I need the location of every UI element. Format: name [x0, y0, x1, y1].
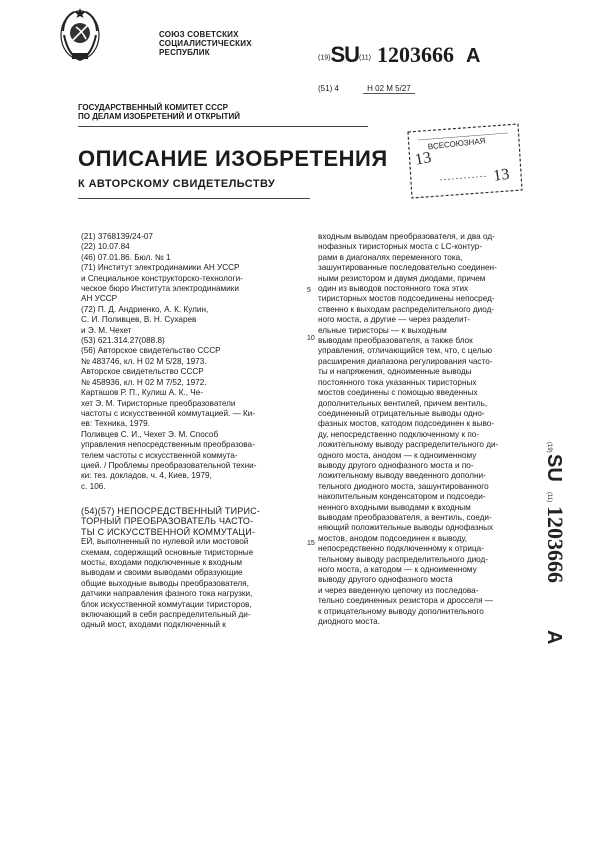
abstract-title-line: (54)(57) НЕПОСРЕДСТВЕННЫЙ ТИРИС-: [81, 506, 261, 516]
abstract-line: датчики направления фазного тока нагрузки,: [81, 589, 253, 599]
side-patent-number: [538, 440, 578, 660]
abstract-line: ственно к выходам распределительного диод-: [318, 304, 495, 314]
abstract-line: тельного диодного моста, зашунтированного: [318, 481, 489, 491]
abstract-line: выводам и своими выводами образующие: [81, 568, 243, 578]
abstract-line: зашунтированные последовательно соединен-: [318, 263, 497, 273]
line-number: 15: [307, 540, 315, 547]
biblio-line: и Специальное конструкторско-технологи-: [81, 273, 243, 283]
abstract-title-line: ТОРНЫЙ ПРЕОБРАЗОВАТЕЛЬ ЧАСТО-: [81, 516, 254, 527]
abstract-line: дополнительных вентилей, причем вентиль,: [318, 398, 488, 408]
abstract-left-column: [81, 506, 313, 631]
stamp-number-1: 13: [413, 149, 433, 169]
biblio-line: ческое бюро Института электродинамики: [81, 284, 239, 294]
abstract-line: входным выводам преобразователя, и два од-: [318, 232, 495, 241]
committee-line-2: ПО ДЕЛАМ ИЗОБРЕТЕНИЙ И ОТКРЫТИЙ: [78, 112, 241, 121]
abstract-line: ными резистором и двумя диодами, причем: [318, 273, 486, 283]
divider: [78, 198, 310, 199]
biblio-line: (46) 07.01.86. Бюл. № 1: [81, 252, 171, 262]
ussr-emblem-icon: [58, 5, 102, 65]
biblio-line: № 458936, кл. Н 02 М 7/52, 1972.: [81, 377, 207, 387]
ipc-block: [318, 84, 415, 94]
abstract-line: нофазных тиристорных моста с LC-контур-: [318, 242, 483, 252]
biblio-line: АН УССР: [81, 294, 118, 304]
abstract-line: ненного входными выводами к входным: [318, 502, 471, 512]
biblio-line: управления непосредственным преобразова-: [81, 440, 255, 450]
ipc-class: Н 02 М 5/27: [363, 84, 415, 94]
biblio-line: Авторское свидетельство СССР: [81, 367, 204, 377]
country-code: SU: [330, 42, 360, 67]
abstract-title-line: ТЫ С ИСКУССТВЕННОЙ КОММУТАЦИ-: [81, 526, 256, 537]
abstract-line: мостов, анодом подсоединен к выводу,: [318, 533, 468, 543]
biblio-line: (71) Институт электродинамики АН УССР: [81, 263, 240, 273]
committee-name: [78, 103, 240, 121]
code-11: (11): [359, 54, 371, 62]
abstract-right-column: [318, 232, 550, 627]
abstract-line: ельные тиристоры — к выходным: [318, 325, 447, 335]
side-kind: A: [543, 630, 565, 645]
side-country-code: SU: [543, 454, 565, 482]
biblio-line: (56) Авторское свидетельство СССР: [81, 346, 221, 356]
abstract-line: выводу другого однофазного моста и по-: [318, 460, 474, 470]
abstract-line: мосты, входами подключенные к входным: [81, 558, 242, 568]
abstract-line: выводам преобразователя, а вентиль, соеди-: [318, 512, 492, 522]
org-line-2: СОЦИАЛИСТИЧЕСКИХ: [159, 39, 252, 48]
abstract-line: к отрицательному выводу дополнительного: [318, 606, 484, 616]
abstract-line: ЕЙ, выполненный по нулевой или мостовой: [81, 537, 249, 547]
code-51: (51) 4: [318, 84, 339, 93]
abstract-line: ложительному выводу введенного дополни-: [318, 471, 486, 481]
abstract-line: ты и напряжения, одноименные выводы: [318, 367, 472, 377]
abstract-line: схемам, содержащий основные тиристорные: [81, 547, 254, 557]
side-number: 1203666: [543, 506, 568, 583]
biblio-line: (22) 10.07.84: [81, 242, 130, 252]
abstract-line: и через введенную цепочку из последова-: [318, 585, 479, 595]
biblio-line: цией. / Проблемы преобразовательной техни-: [81, 460, 257, 470]
abstract-line: выводам преобразователя, а также блок: [318, 336, 473, 346]
side-code-11: (11): [546, 492, 552, 503]
patent-kind: A: [465, 45, 481, 67]
abstract-line: диодного моста.: [318, 617, 380, 627]
side-code-19: (19): [546, 442, 552, 453]
abstract-line: ного моста, а катодом — к одноименному: [318, 565, 477, 574]
divider: [78, 126, 368, 127]
abstract-line: ложительному выводу распределительного ди-: [318, 440, 499, 450]
abstract-line: рами в диагоналях переменного тока,: [318, 252, 463, 262]
document-title: ОПИСАНИЕ ИЗОБРЕТЕНИЯ: [78, 146, 388, 171]
abstract-line: няющий положительные выводы однофазных: [318, 523, 494, 533]
biblio-line: С. И. Поливцев, В. Н. Сухарев: [81, 315, 197, 325]
biblio-line: ки: тез. докладов, ч. 4, Киев, 1979,: [81, 471, 212, 481]
abstract-line: соединенный отрицательные выводы одно-: [318, 408, 485, 418]
abstract-line: одный мост, входами подключенный к: [81, 620, 226, 630]
library-stamp: [400, 120, 525, 200]
abstract-line: тиристорных мостов подсоединены непосред-: [318, 294, 495, 304]
abstract-line: фазных мостов, катодом подсоединен к выво-: [318, 419, 495, 429]
abstract-line: выводу другого однофазного моста: [318, 575, 453, 585]
org-name: [159, 30, 252, 57]
biblio-line: (21) 3768139/24-07: [81, 232, 153, 241]
line-number: 10: [307, 335, 315, 342]
committee-line-1: ГОСУДАРСТВЕННЫЙ КОМИТЕТ СССР: [78, 103, 228, 112]
document-subtitle: К АВТОРСКОМУ СВИДЕТЕЛЬСТВУ: [78, 178, 276, 190]
abstract-line: управления, отличающийся тем, что, с целью: [318, 346, 492, 356]
abstract-line: ного моста, а другие — через разделит-: [318, 315, 471, 325]
abstract-line: расширения диапазона регулирования часто-: [318, 356, 493, 366]
org-line-3: РЕСПУБЛИК: [159, 48, 210, 57]
biblio-line: и Э. М. Чехет: [81, 325, 132, 335]
abstract-line: ду, непосредственно подключенному к по-: [318, 429, 480, 439]
patent-number-block: [318, 42, 480, 68]
biblio-line: № 483746, кл. Н 02 М 5/28, 1973.: [81, 356, 207, 366]
biblio-line: (53) 621.314.27(088.8): [81, 336, 165, 346]
abstract-line: тельному выводу распределительного диод-: [318, 554, 489, 564]
abstract-line: накопительным конденсатором и подсоеди-: [318, 492, 486, 502]
biblio-line: телем частоты с искусственной коммута-: [81, 450, 238, 460]
code-19: (19): [318, 54, 331, 62]
biblio-line: с. 106.: [81, 481, 106, 491]
line-number: 5: [307, 287, 311, 294]
abstract-line: непосредственно подключенному к отрица-: [318, 544, 484, 554]
biblio-line: ев: Техника, 1979.: [81, 419, 150, 429]
biblio-line: частоты с искусственной коммутацией. — Ки-: [81, 408, 256, 418]
patent-number: 1203666: [376, 42, 454, 67]
abstract-line: один из выводов постоянного тока этих: [318, 284, 469, 294]
abstract-line: одного моста, анодом — к одноименному: [318, 450, 477, 460]
abstract-line: мостов соединены с помощью введенных: [318, 388, 478, 398]
abstract-line: включающий в себя распределительный ди-: [81, 610, 251, 620]
stamp-number-2: 13: [492, 165, 511, 185]
biblio-line: (72) П. Д. Андриенко, А. К. Кулин,: [81, 304, 209, 314]
biblio-line: хет Э. М. Тиристорные преобразователи: [81, 398, 236, 408]
abstract-line: общие выходные выводы преобразователя,: [81, 578, 249, 588]
org-line-1: СОЮЗ СОВЕТСКИХ: [159, 30, 239, 39]
biblio-line: Карташов Р. П., Кулиш А. К., Че-: [81, 388, 204, 398]
abstract-line: тельно соединенных резистора и дросселя —: [318, 596, 493, 606]
abstract-line: блок искусственной коммутации тиристоров,: [81, 599, 252, 609]
biblio-line: Поливцев С. И., Чехет Э. М. Способ: [81, 429, 219, 439]
stamp-text: ВСЕСОЮЗНАЯ: [427, 136, 486, 152]
abstract-line: постоянного тока указанных тиристорных: [318, 377, 477, 387]
bibliographic-data: [81, 232, 313, 492]
